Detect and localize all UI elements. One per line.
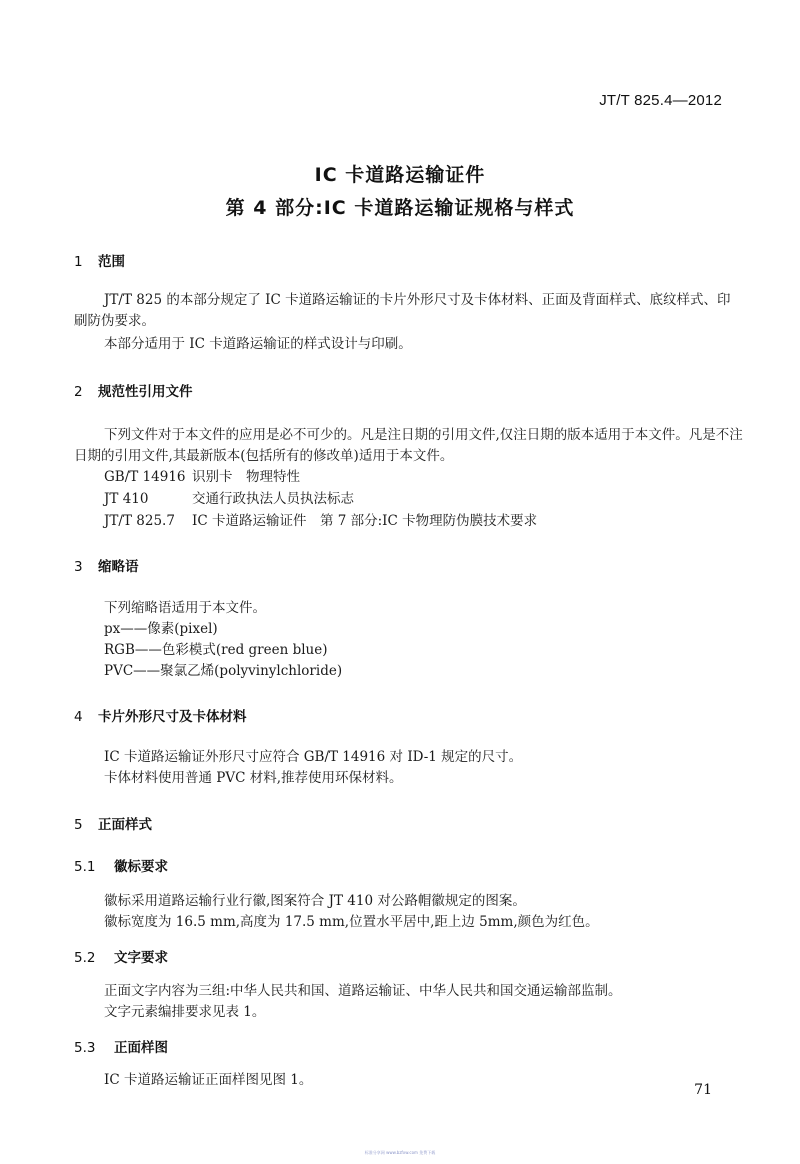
watermark: 标准分享网 www.bzfxw.com 免费下载 (364, 1150, 436, 1155)
reference-code: GB/T 14916 (104, 469, 186, 485)
section-5-2-paragraph-2: 文字元素编排要求见表 1。 (104, 1004, 266, 1020)
reference-title: IC 卡道路运输证件 第 7 部分:IC 卡物理防伪膜技术要求 (192, 513, 538, 529)
section-number: 4 (74, 709, 83, 725)
section-3-intro: 下列缩略语适用于本文件。 (104, 600, 266, 616)
section-number: 5.1 (74, 859, 96, 875)
section-title: 规范性引用文件 (98, 384, 193, 400)
section-number: 1 (74, 254, 83, 270)
reference-title: 识别卡 物理特性 (192, 469, 300, 485)
section-number: 5.3 (74, 1040, 96, 1056)
section-4-paragraph-1: IC 卡道路运输证外形尺寸应符合 GB/T 14916 对 ID-1 规定的尺寸。 (104, 749, 523, 765)
abbreviation-item: RGB——色彩模式(red green blue) (104, 642, 328, 658)
section-4-heading (74, 705, 247, 725)
section-1-paragraph-2: 本部分适用于 IC 卡道路运输证的样式设计与印刷。 (104, 336, 412, 352)
reference-code: JT/T 825.7 (104, 513, 175, 529)
reference-title: 交通行政执法人员执法标志 (192, 491, 354, 507)
section-number: 3 (74, 559, 83, 575)
section-title: 正面样式 (98, 817, 152, 833)
section-title: 正面样图 (114, 1040, 168, 1056)
section-5-3-paragraph-1: IC 卡道路运输证正面样图见图 1。 (104, 1072, 313, 1088)
section-number: 2 (74, 384, 83, 400)
section-3-heading (74, 555, 139, 575)
abbreviation-item: PVC——聚氯乙烯(polyvinylchloride) (104, 663, 343, 679)
page-number: 71 (694, 1082, 712, 1098)
section-1-paragraph-1: JT/T 825 的本部分规定了 IC 卡道路运输证的卡片外形尺寸及卡体材料、正面及背面样式、底纹样式、印刷防伪要求。 (74, 292, 731, 329)
abbreviation-item: px——像素(pixel) (104, 621, 218, 637)
reference-row (104, 467, 300, 488)
section-title: 文字要求 (114, 950, 168, 966)
document-title-line1: IC 卡道路运输证件 (314, 164, 486, 186)
reference-code: JT 410 (104, 491, 149, 507)
section-title: 缩略语 (98, 559, 139, 575)
section-number: 5 (74, 817, 83, 833)
standard-code: JT/T 825.4—2012 (599, 92, 722, 109)
section-title: 卡片外形尺寸及卡体材料 (98, 709, 247, 725)
section-number: 5.2 (74, 950, 96, 966)
section-5-1-paragraph-1: 徽标采用道路运输行业行徽,图案符合 JT 410 对公路帽徽规定的图案。 (104, 893, 526, 909)
section-title: 范围 (98, 254, 125, 270)
section-5-2-paragraph-1: 正面文字内容为三组:中华人民共和国、道路运输证、中华人民共和国交通运输部监制。 (104, 983, 622, 999)
section-2-heading (74, 380, 193, 400)
section-5-1-heading (74, 855, 168, 875)
section-2-intro: 下列文件对于本文件的应用是必不可少的。凡是注日期的引用文件,仅注日期的版本适用于本文件。凡是不注日期的引用文件,其最新版本(包括所有的修改单)适用于本文件。 (74, 427, 743, 464)
section-5-3-heading (74, 1036, 168, 1056)
section-1-heading (74, 250, 125, 270)
section-4-paragraph-2: 卡体材料使用普通 PVC 材料,推荐使用环保材料。 (104, 770, 403, 786)
document-title-line2: 第 4 部分:IC 卡道路运输证规格与样式 (225, 197, 575, 219)
section-title: 徽标要求 (114, 859, 168, 875)
reference-row (104, 511, 537, 532)
section-5-1-paragraph-2: 徽标宽度为 16.5 mm,高度为 17.5 mm,位置水平居中,距上边 5mm,颜色为红色。 (104, 914, 599, 930)
section-5-2-heading (74, 946, 168, 966)
section-5-heading (74, 813, 152, 833)
reference-row (104, 489, 354, 510)
